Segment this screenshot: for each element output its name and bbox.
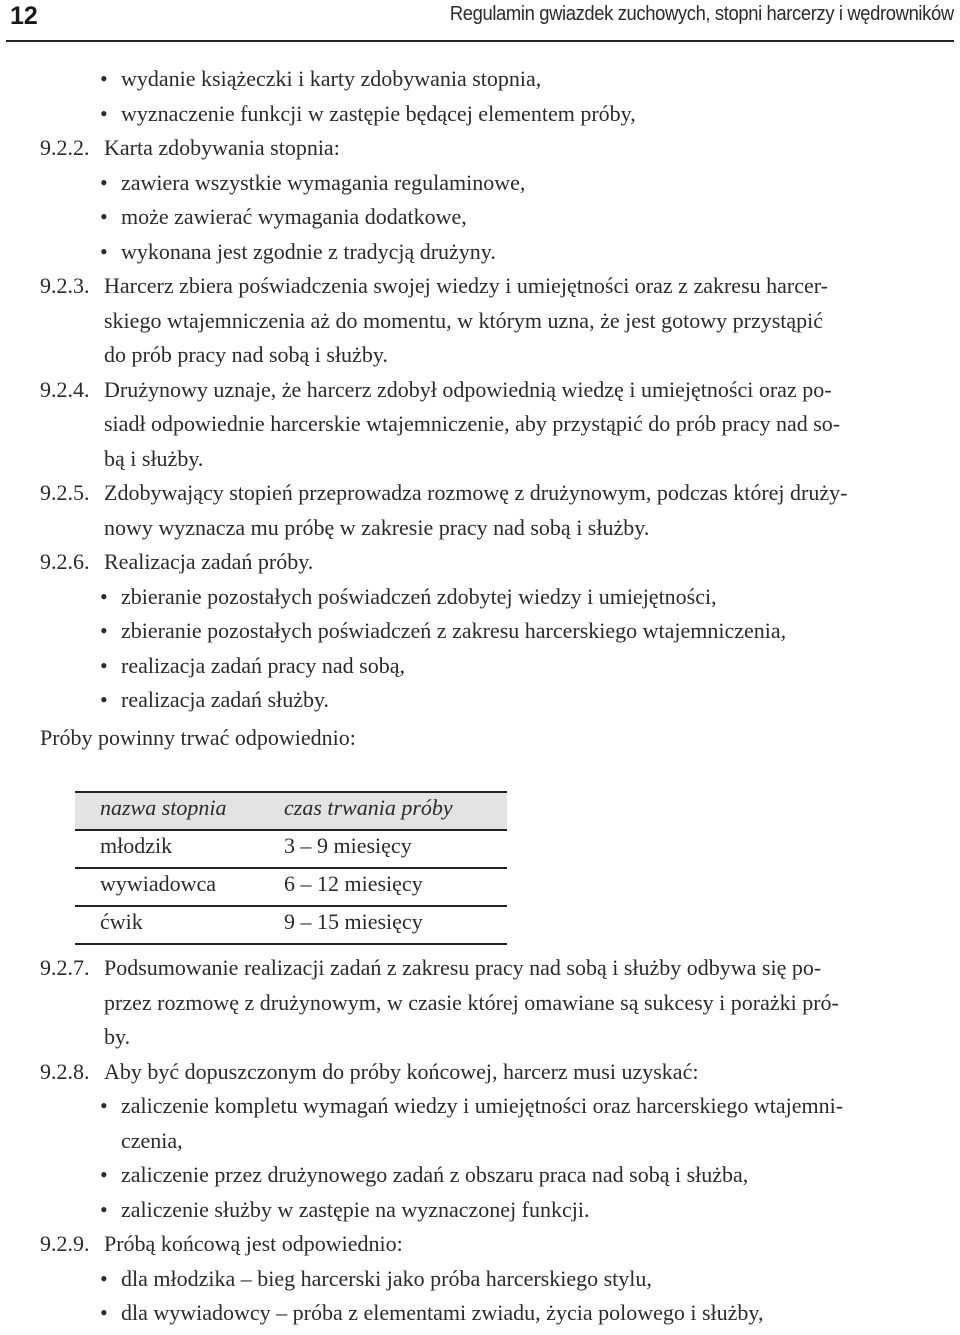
section-9-2-8 <box>0 1055 960 1090</box>
section-9-2-3 <box>0 269 960 304</box>
bullet-icon: • <box>100 1196 108 1222</box>
list-item: • wydanie książeczki i karty zdobywania stopnia, <box>0 62 960 97</box>
durations-table <box>75 791 507 945</box>
list-item: • zbieranie pozostałych poświadczeń zdobytej wiedzy i umiejętności, <box>0 580 960 615</box>
bullet-icon: • <box>100 618 108 643</box>
column-header: nazwa stopnia <box>100 795 227 820</box>
section-9-2-7 <box>0 951 960 986</box>
section-number: 9.2.7. <box>40 955 90 980</box>
table-cell: 9 – 15 miesięcy <box>284 909 423 934</box>
section-number: 9.2.4. <box>40 376 90 402</box>
list-item: • realizacja zadań służby. <box>0 683 960 718</box>
column-header: czas trwania próby <box>284 795 453 820</box>
section-9-2-6 <box>0 545 960 580</box>
table-row <box>75 869 507 907</box>
table-cell: wywiadowca <box>100 871 217 896</box>
list-item: • zbieranie pozostałych poświadczeń z zakresu harcerskiego wtajemniczenia, <box>0 614 960 649</box>
page-number: 12 <box>10 2 38 30</box>
header-rule <box>6 40 954 42</box>
table-cell: 6 – 12 miesięcy <box>284 871 423 896</box>
section-text: Drużynowy uznaje, że harcerz zdobył odpowiednią wiedzę i umiejętności oraz po- <box>104 376 832 402</box>
list-item: • zaliczenie służby w zastępie na wyznaczonej funkcji. <box>0 1193 960 1228</box>
bullet-icon: • <box>100 1300 108 1325</box>
list-item: • zawiera wszystkie wymagania regulaminowe, <box>0 166 960 201</box>
section-9-2-4 <box>0 373 960 408</box>
section-9-2-2 <box>0 131 960 166</box>
section-text: Karta zdobywania stopnia: <box>104 135 340 160</box>
bullet-icon: • <box>100 66 108 91</box>
document-body-continued <box>0 951 960 1331</box>
section-text: do prób pracy nad sobą i służby. <box>104 342 388 367</box>
list-item: • wyznaczenie funkcji w zastępie będącej elementem próby, <box>0 97 960 132</box>
section-9-2-5 <box>0 476 960 511</box>
bullet-icon: • <box>100 238 108 264</box>
section-number: 9.2.3. <box>40 273 90 298</box>
section-text: siadł odpowiednie harcerskie wtajemniczenie, aby przystąpić do prób pracy nad so- <box>104 411 841 436</box>
running-title: Regulamin gwiazdek zuchowych, stopni harcerzy i wędrowników <box>450 3 954 25</box>
table-header-row <box>75 791 507 831</box>
table-cell: 3 – 9 miesięcy <box>284 833 412 858</box>
bullet-icon: • <box>100 204 108 229</box>
section-number: 9.2.2. <box>40 135 90 160</box>
section-text: nowy wyznacza mu próbę w zakresie pracy nad sobą i służby. <box>104 514 650 540</box>
table-cell: młodzik <box>100 833 173 858</box>
table-row <box>75 907 507 945</box>
section-text: Aby być dopuszczonym do próby końcowej, harcerz musi uzyskać: <box>104 1058 699 1084</box>
bullet-icon: • <box>100 1265 108 1291</box>
section-9-2-9 <box>0 1227 960 1262</box>
document-body <box>0 62 960 755</box>
list-item: • dla wywiadowcy – próba z elementami zwiadu, życia polowego i służby, <box>0 1296 960 1331</box>
bullet-icon: • <box>100 652 108 678</box>
list-item: • zaliczenie kompletu wymagań wiedzy i umiejętności oraz harcerskiego wtajemni- <box>0 1089 960 1124</box>
list-item: • realizacja zadań pracy nad sobą, <box>0 649 960 684</box>
section-text: Podsumowanie realizacji zadań z zakresu pracy nad sobą i służby odbywa się po- <box>104 955 822 980</box>
table-row <box>75 831 507 869</box>
section-text: Realizacja zadań próby. <box>104 549 314 574</box>
bullet-icon: • <box>100 687 108 712</box>
section-text: Zdobywający stopień przeprowadza rozmowę z drużynowym, podczas której druży- <box>104 480 848 505</box>
bullet-icon: • <box>100 583 108 609</box>
bullet-icon: • <box>100 169 108 195</box>
table-cell: ćwik <box>100 909 143 934</box>
list-item-continuation: czenia, <box>121 1127 183 1153</box>
section-number: 9.2.9. <box>40 1231 90 1256</box>
list-item: • zaliczenie przez drużynowego zadań z obszaru praca nad sobą i służba, <box>0 1158 960 1193</box>
section-text: bą i służby. <box>104 445 204 471</box>
section-number: 9.2.6. <box>40 549 90 574</box>
section-text: Próbą końcową jest odpowiednio: <box>104 1231 403 1256</box>
section-text: przez rozmowę z drużynowym, w czasie której omawiane są sukcesy i porażki pró- <box>104 989 839 1015</box>
section-text: by. <box>104 1024 131 1049</box>
list-item: • może zawierać wymagania dodatkowe, <box>0 200 960 235</box>
bullet-icon: • <box>100 1093 108 1118</box>
section-text: Harcerz zbiera poświadczenia swojej wiedzy i umiejętności oraz z zakresu harcer- <box>104 273 828 298</box>
section-number: 9.2.5. <box>40 480 90 505</box>
section-text: skiego wtajemniczenia aż do momentu, w którym uzna, że jest gotowy przystąpić <box>104 307 824 333</box>
bullet-icon: • <box>100 100 108 126</box>
section-number: 9.2.8. <box>40 1058 90 1084</box>
bullet-icon: • <box>100 1162 108 1187</box>
list-item: • dla młodzika – bieg harcerski jako próba harcerskiego stylu, <box>0 1262 960 1297</box>
list-item: • wykonana jest zgodnie z tradycją drużyny. <box>0 235 960 270</box>
durations-intro: Próby powinny trwać odpowiednio: <box>40 724 356 750</box>
page-header <box>0 0 960 44</box>
